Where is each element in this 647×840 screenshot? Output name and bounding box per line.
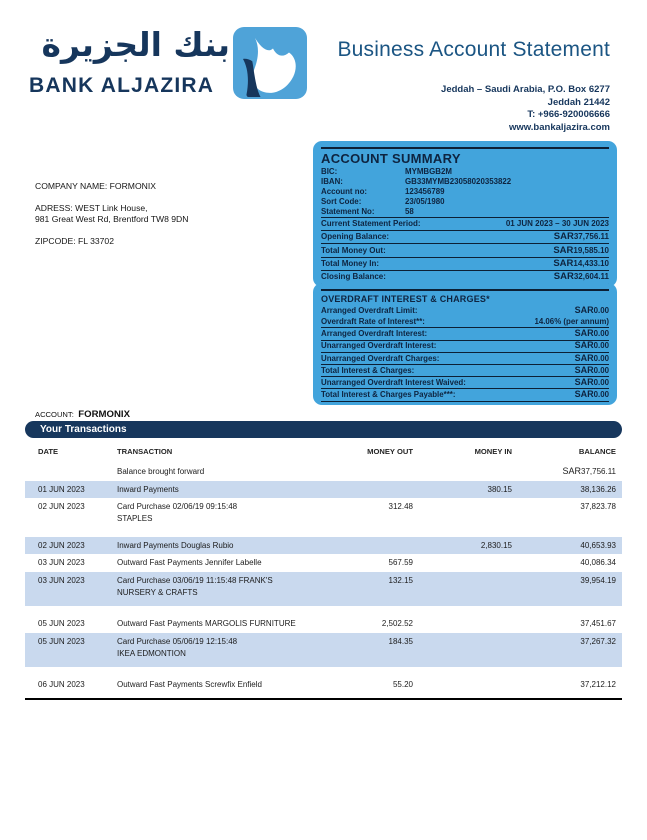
company-address-line2: 981 Great West Rd, Brentford TW8 9DN (35, 214, 189, 224)
overdraft-label: Total Interest & Charges: (321, 365, 415, 375)
transaction-row (25, 572, 622, 607)
account-summary-fields (321, 167, 609, 217)
money-in-value: 2,830.15 (480, 540, 512, 550)
transactions-table-body (25, 463, 622, 694)
money-out-value (307, 485, 413, 495)
amount: 32,604.11 (573, 271, 609, 281)
transaction-date: 03 JUN 2023 (38, 575, 85, 585)
currency-code: SAR (574, 340, 594, 351)
description-line: Card Purchase 02/06/19 09:15:48 (117, 502, 238, 511)
transaction-row (25, 498, 622, 528)
transaction-date: 01 JUN 2023 (38, 484, 85, 494)
column-header-balance: BALANCE (578, 447, 616, 456)
description-line: Outward Fast Payments Jennifer Labelle (117, 558, 262, 567)
row-value (553, 246, 609, 256)
amount: 39,954.19 (580, 575, 616, 585)
field-value: 58 (405, 207, 414, 216)
currency-code: SAR (574, 376, 594, 387)
transaction-date: 02 JUN 2023 (38, 502, 85, 511)
currency-code: SAR (574, 364, 594, 375)
amount: 38,136.26 (580, 484, 616, 494)
transaction-row (25, 615, 622, 633)
money-out-value (307, 467, 413, 477)
field-label: BIC: (321, 167, 338, 176)
amount: 14,433.10 (573, 258, 609, 268)
transaction-row (25, 633, 622, 668)
company-zipcode-line: ZIPCODE: FL 33702 (35, 236, 114, 246)
currency-code: SAR (553, 231, 574, 243)
transaction-date: 05 JUN 2023 (38, 636, 85, 646)
overdraft-title: OVERDRAFT INTEREST & CHARGES* (321, 294, 490, 304)
row-value (575, 378, 609, 388)
summary-field-row (321, 177, 609, 187)
account-summary-panel (313, 141, 617, 287)
overdraft-row (321, 364, 609, 376)
amount: 37,756.11 (581, 467, 616, 476)
transaction-description (117, 467, 307, 477)
row-value (575, 390, 609, 400)
column-header-transaction: TRANSACTION (117, 447, 173, 456)
currency-code: SAR (553, 244, 574, 256)
description-line: Outward Fast Payments MARGOLIS FURNITURE (117, 619, 296, 628)
description-line: Card Purchase 05/06/19 12:15:48 (117, 636, 238, 646)
transactions-column-headers (25, 438, 622, 463)
transaction-row (25, 463, 622, 481)
money-out-value: 312.48 (388, 502, 413, 511)
field-value: 123456789 (405, 187, 445, 196)
transaction-description (117, 558, 307, 568)
overdraft-label: Arranged Overdraft Interest: (321, 329, 428, 339)
transaction-row (25, 481, 622, 499)
balance-value (512, 485, 616, 495)
summary-field-row (321, 167, 609, 177)
overdraft-row (321, 327, 609, 339)
summary-field-row (321, 207, 609, 217)
row-value: 01 JUN 2023 – 30 JUN 2023 (505, 219, 609, 229)
total-label: Total Money Out: (321, 245, 386, 255)
amount: 37,451.67 (580, 619, 616, 628)
money-in-value (413, 502, 512, 524)
row-value (554, 272, 609, 282)
row-value (553, 259, 609, 269)
transaction-description (117, 502, 307, 524)
money-in-value (413, 680, 512, 690)
table-bottom-rule (25, 698, 622, 700)
transaction-description (117, 680, 307, 690)
overdraft-row (321, 376, 609, 388)
account-holder-line (35, 404, 130, 422)
column-header-money-out: MONEY OUT (367, 447, 413, 456)
currency-code: SAR (574, 352, 594, 363)
currency-code: SAR (574, 304, 594, 315)
bank-name-latin: BANK ALJAZIRA (29, 74, 215, 97)
currency-code: SAR (553, 270, 574, 282)
field-label: Sort Code: (321, 197, 362, 206)
money-in-value (413, 467, 512, 477)
account-holder-name: FORMONIX (78, 409, 130, 420)
summary-total-row (321, 217, 609, 230)
contact-line: www.bankaljazira.com (508, 121, 610, 133)
balance-value (512, 637, 616, 659)
description-line: Balance brought forward (117, 467, 205, 476)
money-out-value: 132.15 (388, 575, 413, 585)
summary-total-row (321, 230, 609, 243)
contact-line: Jeddah 21442 (547, 96, 610, 108)
currency-code: SAR (562, 466, 581, 476)
money-in-value (413, 619, 512, 629)
balance-value (512, 680, 616, 690)
field-label: Account no: (321, 187, 368, 196)
balance-value (512, 467, 616, 477)
money-out-value: 55.20 (392, 680, 413, 689)
account-label: ACCOUNT: (35, 410, 74, 419)
balance-value (512, 576, 616, 598)
balance-value (512, 619, 616, 629)
total-label: Current Statement Period: (321, 219, 421, 229)
transaction-description (117, 541, 307, 551)
money-out-value (307, 541, 413, 551)
company-info-block (35, 181, 188, 247)
currency-code: SAR (553, 257, 574, 269)
bank-name-arabic: بنك الجزيرة (41, 25, 230, 64)
overdraft-label: Unarranged Overdraft Interest: (321, 341, 437, 351)
transactions-header-bar: Your Transactions (25, 421, 622, 438)
overdraft-charges-panel (313, 283, 617, 405)
currency-code: SAR (574, 389, 594, 400)
transaction-row (25, 554, 622, 572)
row-value (575, 366, 609, 376)
total-label: Opening Balance: (321, 232, 390, 242)
transaction-date: 06 JUN 2023 (38, 680, 85, 689)
description-line: Outward Fast Payments Screwfix Enfield (117, 680, 262, 689)
overdraft-rows (321, 305, 609, 402)
amount: 0.00 (593, 305, 609, 315)
balance-value (512, 502, 616, 524)
field-value: GB33MYMB23058020353822 (405, 177, 512, 186)
amount: 0.00 (593, 341, 609, 351)
row-value (575, 329, 609, 339)
amount: 40,653.93 (580, 540, 616, 550)
transaction-description (117, 485, 307, 495)
description-line: NURSERY & CRAFTS (117, 587, 198, 597)
transaction-row (25, 676, 622, 694)
overdraft-label: Unarranged Overdraft Interest Waived: (321, 377, 466, 387)
description-line: IKEA EDMONTION (117, 648, 186, 658)
description-line: Inward Payments (117, 484, 179, 494)
overdraft-row (321, 352, 609, 364)
amount: 19,585.10 (573, 245, 609, 255)
contact-line: T: +966-920006666 (527, 109, 610, 120)
money-out-value: 184.35 (388, 636, 413, 646)
account-summary-totals (321, 217, 609, 284)
row-value: 14.06% (per annum) (534, 316, 609, 326)
transaction-description (117, 637, 307, 659)
overdraft-label: Unarranged Overdraft Charges: (321, 353, 440, 363)
total-label: Closing Balance: (321, 271, 386, 281)
overdraft-label: Total Interest & Charges Payable***: (321, 390, 456, 400)
row-value (575, 354, 609, 364)
transaction-description (117, 619, 307, 629)
amount: 0.00 (593, 390, 609, 400)
field-label: Statement No: (321, 207, 375, 216)
balance-value (512, 541, 616, 551)
money-in-value (413, 637, 512, 659)
total-label: Total Money In: (321, 258, 380, 268)
description-line: Inward Payments Douglas Rubio (117, 540, 234, 550)
company-address-line1: ADRESS: WEST Link House, (35, 203, 148, 213)
money-in-value (413, 576, 512, 598)
bank-aljazira-logo-icon (233, 27, 307, 99)
contact-line: Jeddah – Saudi Arabia, P.O. Box 6277 (441, 84, 610, 95)
overdraft-label: Arranged Overdraft Limit: (321, 305, 418, 315)
field-value: 23/05/1980 (405, 197, 445, 206)
transaction-date: 03 JUN 2023 (38, 558, 85, 567)
amount: 37,212.12 (580, 680, 616, 689)
column-header-money-in: MONEY IN (474, 447, 512, 456)
amount: 37,756.11 (573, 232, 609, 242)
summary-total-row (321, 243, 609, 256)
row-value (554, 232, 609, 242)
transaction-date: 05 JUN 2023 (38, 619, 85, 628)
overdraft-label: Overdraft Rate of Interest**: (321, 316, 425, 326)
amount: 0.00 (593, 377, 609, 387)
overdraft-row (321, 388, 609, 401)
overdraft-row (321, 340, 609, 352)
money-in-value: 380.15 (487, 484, 512, 494)
panel-top-rule (321, 147, 609, 149)
summary-field-row (321, 187, 609, 197)
summary-total-row (321, 270, 609, 284)
transactions-section (25, 421, 622, 700)
money-out-value: 567.59 (388, 558, 413, 567)
bank-contact-block (441, 84, 610, 134)
overdraft-row (321, 305, 609, 316)
account-summary-title: ACCOUNT SUMMARY (321, 151, 461, 166)
summary-field-row (321, 197, 609, 207)
row-value (575, 306, 609, 316)
statement-title: Business Account Statement (337, 38, 610, 61)
amount: 37,823.78 (580, 502, 616, 511)
transaction-row (25, 537, 622, 555)
transaction-date: 02 JUN 2023 (38, 540, 85, 550)
transaction-description (117, 576, 307, 598)
description-line: STAPLES (117, 514, 153, 523)
currency-code: SAR (574, 328, 594, 339)
amount: 0.00 (593, 353, 609, 363)
money-out-value: 2,502.52 (381, 619, 413, 628)
panel-top-rule (321, 289, 609, 291)
transaction-date (38, 467, 117, 477)
amount: 0.00 (593, 365, 609, 375)
summary-total-row (321, 257, 609, 270)
overdraft-row (321, 316, 609, 327)
column-header-date: DATE (38, 447, 59, 456)
row-value (575, 341, 609, 351)
field-value: MYMBGB2M (405, 167, 452, 176)
field-label: IBAN: (321, 177, 343, 186)
money-in-value (413, 558, 512, 568)
balance-value (512, 558, 616, 568)
description-line: Card Purchase 03/06/19 11:15:48 FRANK'S (117, 575, 273, 585)
company-name-line: COMPANY NAME: FORMONIX (35, 181, 156, 191)
amount: 37,267.32 (580, 636, 616, 646)
amount: 40,086.34 (580, 558, 616, 567)
amount: 0.00 (593, 329, 609, 339)
